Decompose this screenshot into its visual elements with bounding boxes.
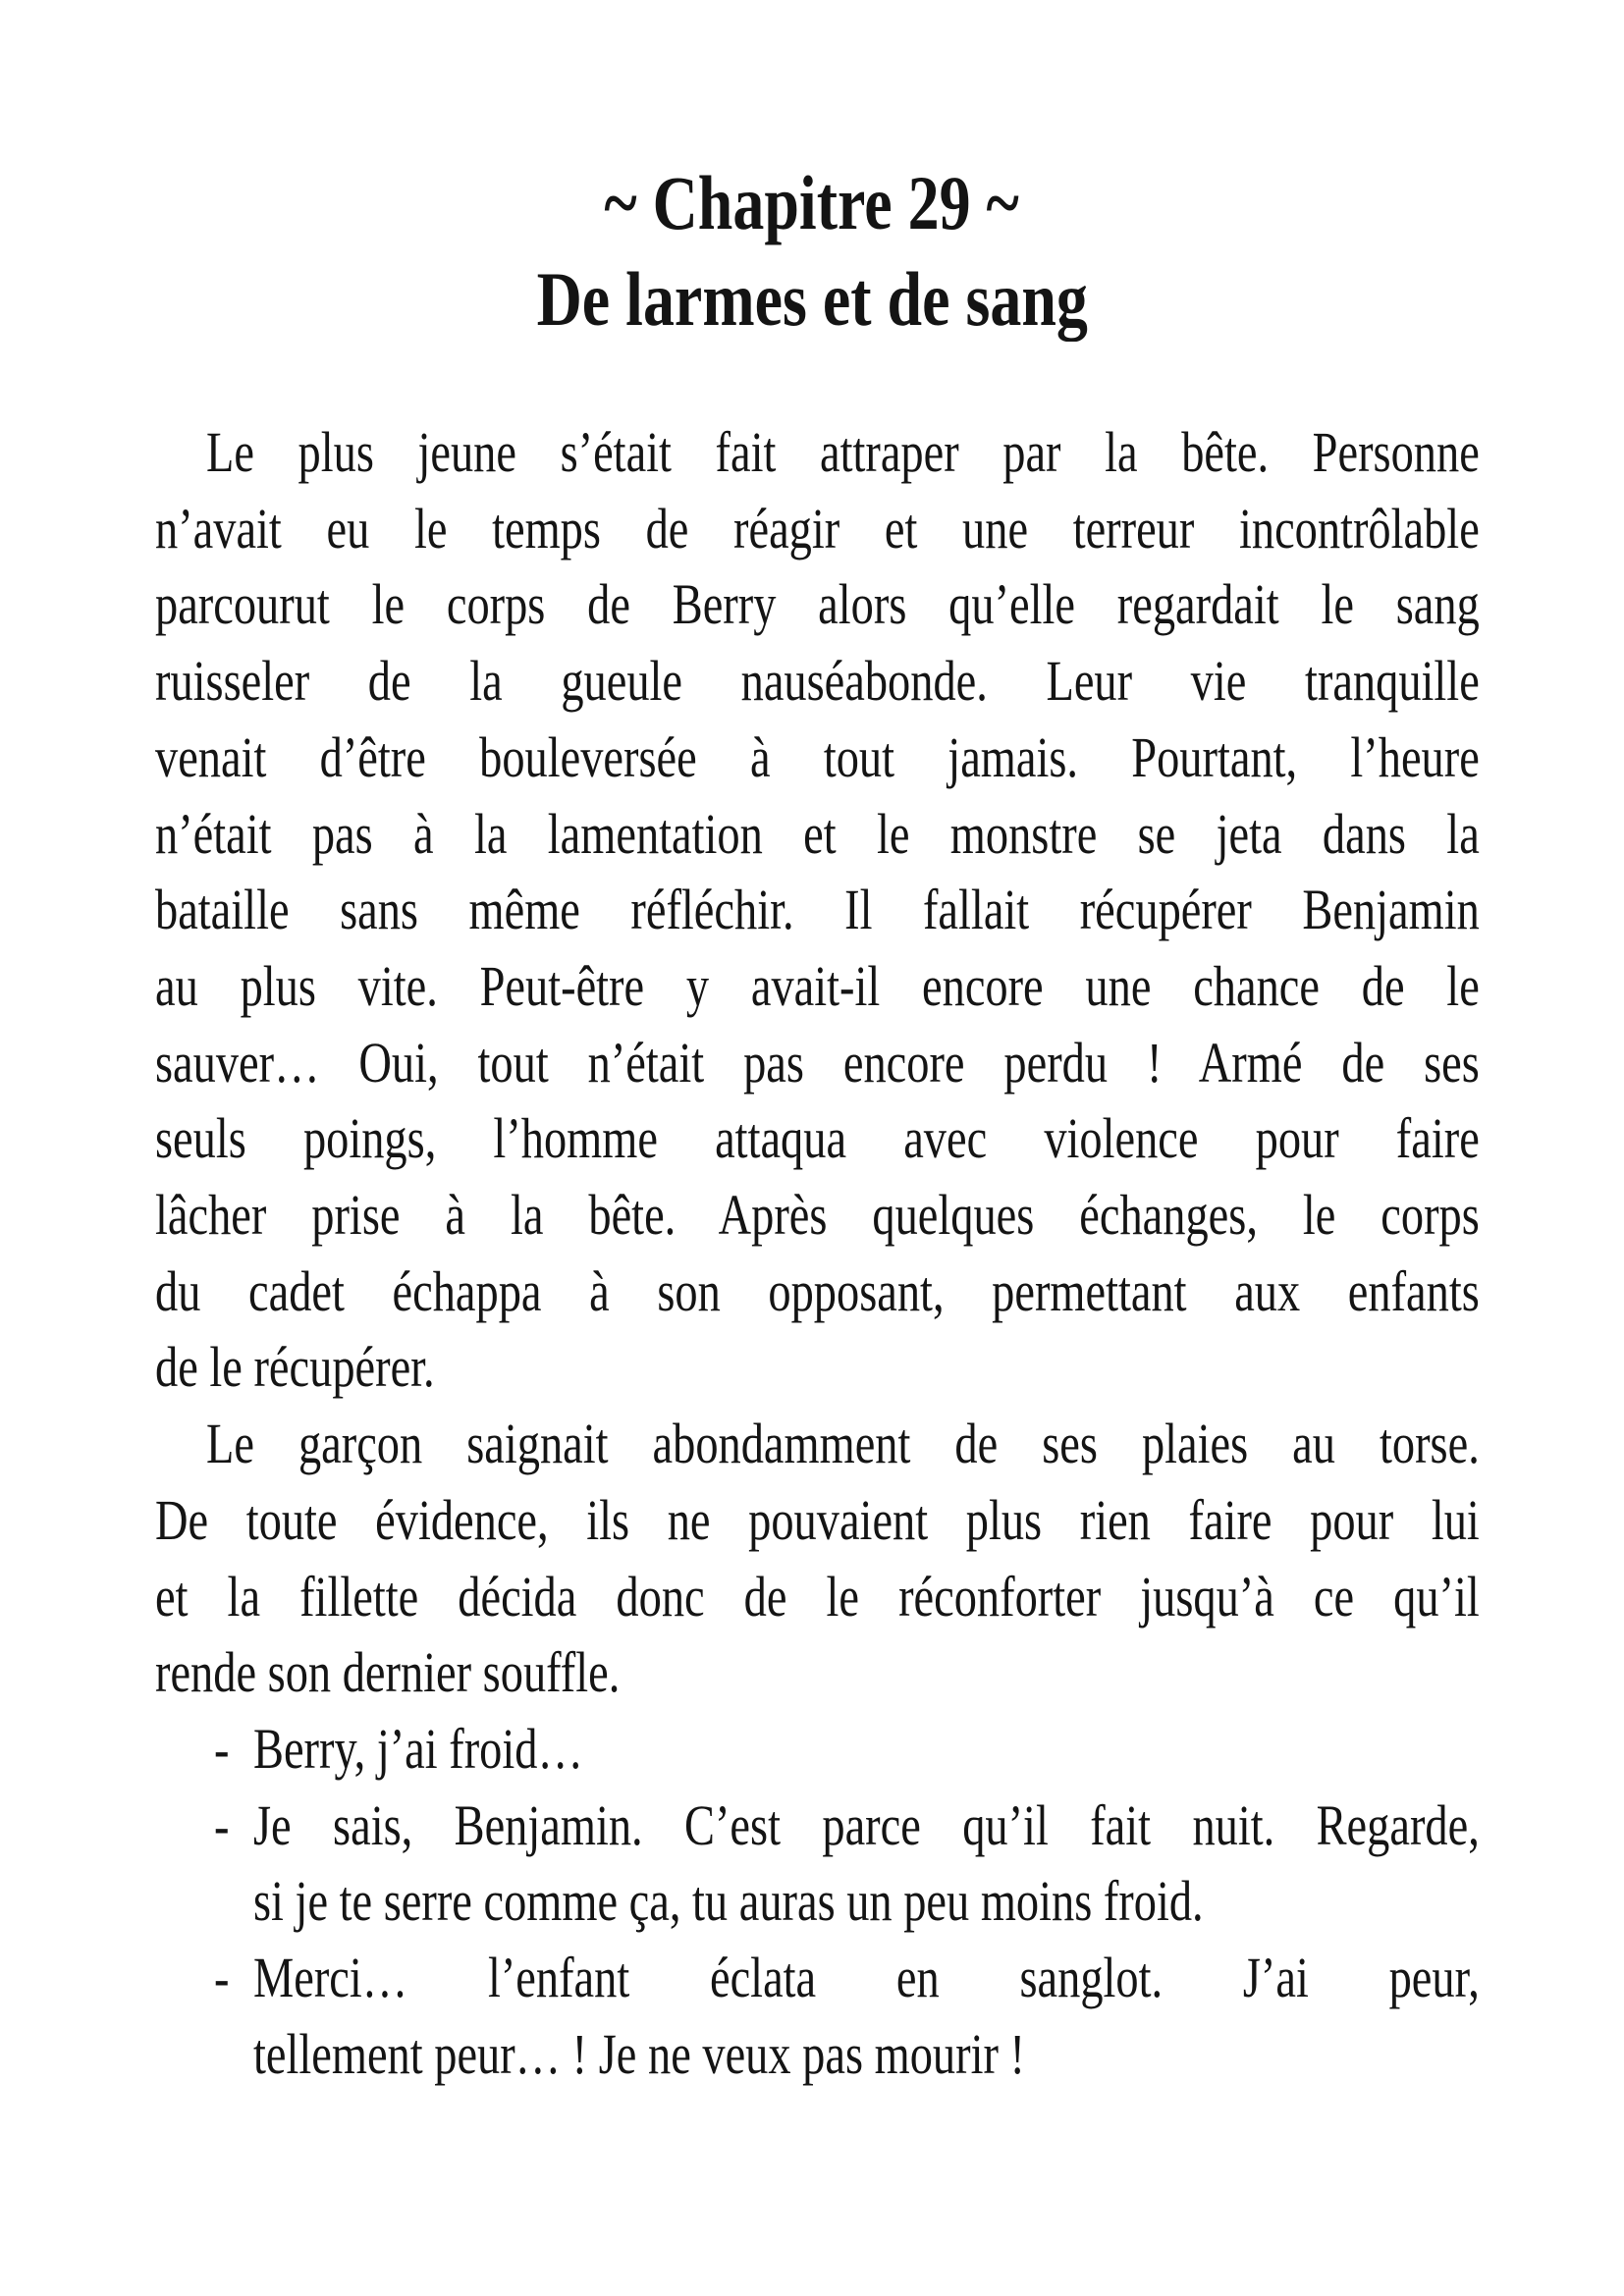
chapter-body <box>155 414 1480 2092</box>
chapter-number <box>0 160 1624 245</box>
text-line: et la fillette décida donc de le réconforter jusqu’à ce qu’il <box>155 1564 1480 1629</box>
text-line: au plus vite. Peut-être y avait-il encore une chance de le <box>155 953 1480 1018</box>
dialogue-line: tellement peur… ! Je ne veux pas mourir ! <box>253 2021 1025 2086</box>
text-line: De toute évidence, ils ne pouvaient plus rien faire pour lui <box>155 1487 1480 1552</box>
dialogue-item <box>155 1788 1480 1940</box>
text-line: du cadet échappa à son opposant, permettant aux enfants <box>155 1258 1480 1323</box>
text-line: ruisseler de la gueule nauséabonde. Leur vie tranquille <box>155 649 1480 714</box>
text-line: bataille sans même réfléchir. Il fallait récupérer Benjamin <box>155 878 1480 942</box>
paragraph <box>155 1406 1480 1711</box>
text-line: n’était pas à la lamentation et le monstre se jeta dans la <box>155 801 1480 866</box>
dialogue-dash: - <box>214 1946 230 2010</box>
paragraph <box>155 414 1480 1406</box>
dialogue-line: si je te serre comme ça, tu auras un peu moins froid. <box>253 1869 1204 1934</box>
chapter-title-text: De larmes et de sang <box>536 256 1088 342</box>
chapter-number-text: ~ Chapitre 29 ~ <box>604 160 1020 245</box>
text-line: Le garçon saignait abondamment de ses plaies au torse. <box>206 1412 1480 1476</box>
dialogue-item <box>155 1711 1480 1788</box>
text-line: venait d’être bouleversée à tout jamais. Pourtant, l’heure <box>155 724 1480 789</box>
text-line: parcourut le corps de Berry alors qu’elle regardait le sang <box>155 572 1480 637</box>
dialogue-line: Merci… l’enfant éclata en sanglot. J’ai peur, <box>253 1946 1480 2010</box>
chapter-title <box>0 256 1624 342</box>
dialogue-dash: - <box>214 1716 230 1781</box>
text-line: Le plus jeune s’était fait attraper par la bête. Personne <box>206 420 1480 484</box>
text-line: rende son dernier souffle. <box>155 1640 621 1705</box>
text-line: lâcher prise à la bête. Après quelques échanges, le corps <box>155 1183 1480 1248</box>
text-line: sauver… Oui, tout n’était pas encore perdu ! Armé de ses <box>155 1030 1480 1095</box>
dialogue-line: Je sais, Benjamin. C’est parce qu’il fait nuit. Regarde, <box>253 1792 1480 1857</box>
dialogue-dash: - <box>214 1792 230 1857</box>
text-line: seuls poings, l’homme attaqua avec violence pour faire <box>155 1106 1480 1171</box>
dialogue-item <box>155 1940 1480 2092</box>
dialogue-line: Berry, j’ai froid… <box>253 1716 583 1781</box>
text-line: de le récupérer. <box>155 1335 435 1400</box>
text-line: n’avait eu le temps de réagir et une terreur incontrôlable <box>155 496 1480 561</box>
